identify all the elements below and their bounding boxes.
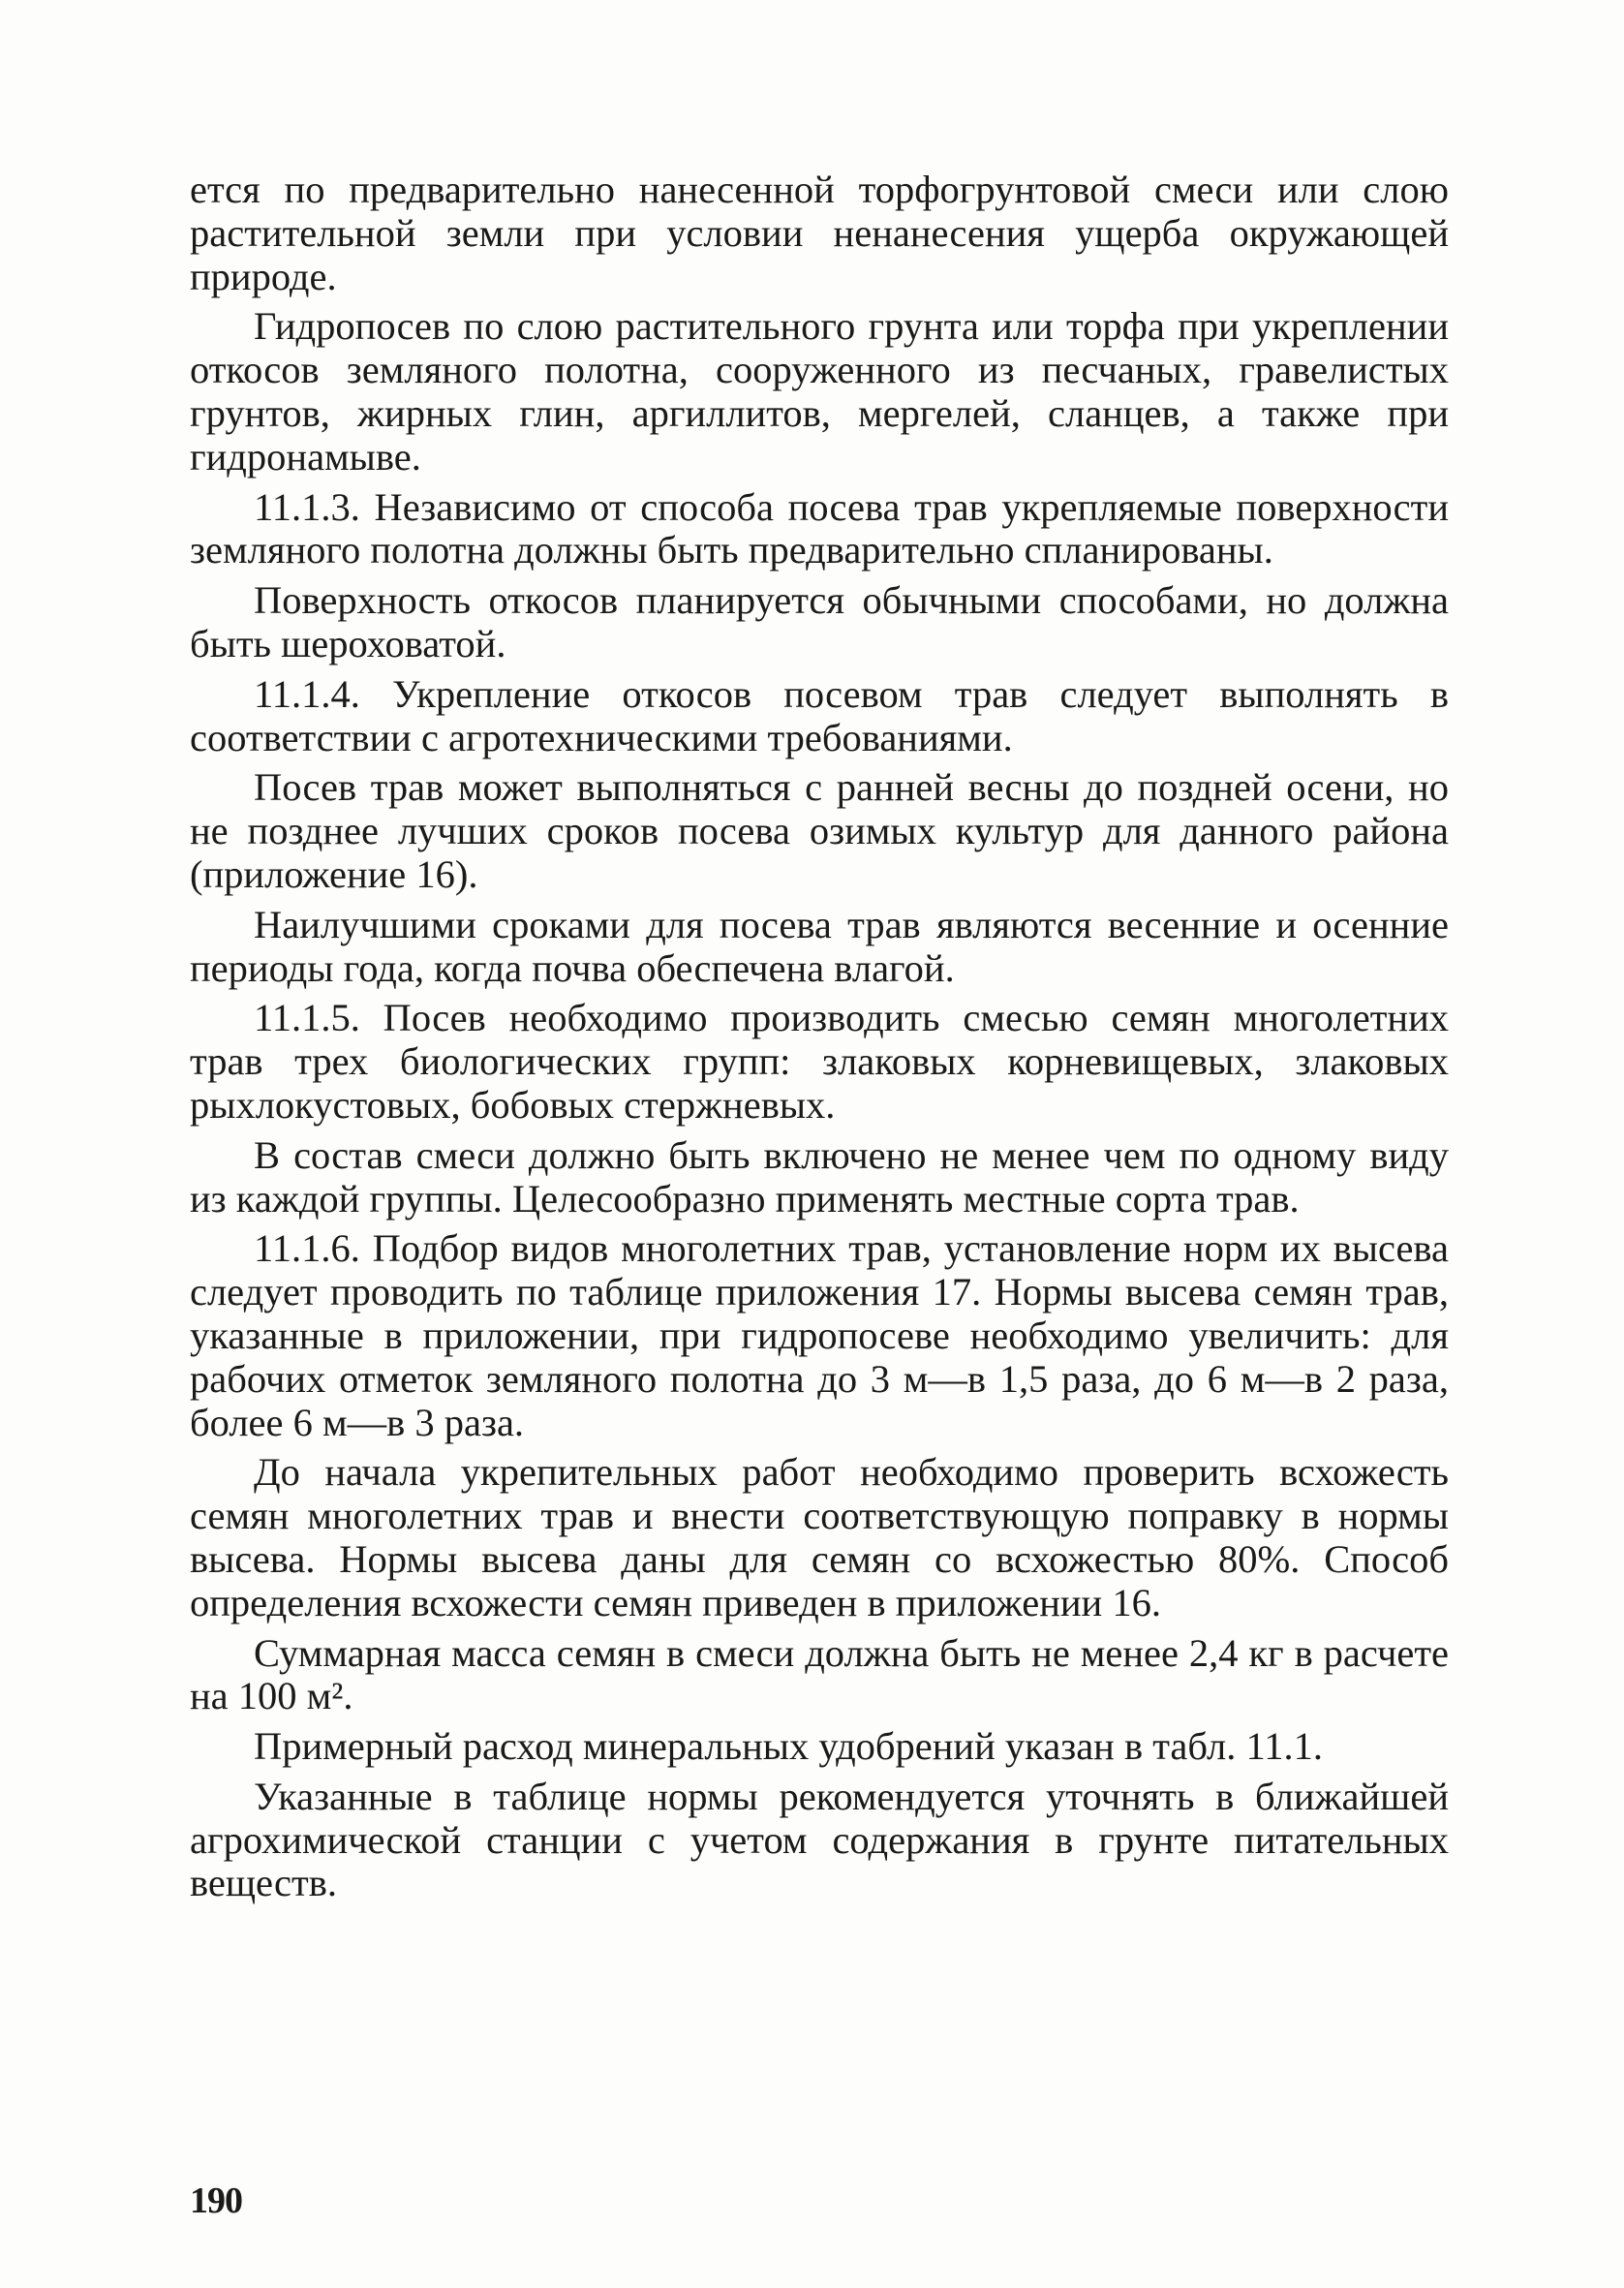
body-text — [190, 169, 1449, 1905]
paragraph-best-periods: Наилучшими сроками для посева трав являются весенние и осенние периоды года, когда почва обеспечена влагой. — [190, 902, 1449, 990]
paragraph-11-1-3: 11.1.3. Независимо от способа посева трав укрепляемые поверхности земляного полотна должны быть предварительно спланированы. — [190, 484, 1449, 572]
paragraph-norms-check: Указанные в таблице нормы рекомендуется уточнять в ближайшей агрохимической станции с учетом содержания в грунте питательных веществ. — [190, 1774, 1449, 1905]
paragraph-seed-mass: Суммарная масса семян в смеси должна быть не менее 2,4 кг в расчете на 100 м². — [190, 1630, 1449, 1718]
paragraph-fertilizer: Примерный расход минеральных удобрений указан в табл. 11.1. — [254, 1724, 1323, 1769]
paragraph-11-1-4: 11.1.4. Укрепление откосов посевом трав следует выполнять в соответствии с агротехническими требованиями. — [190, 671, 1449, 759]
paragraph-sowing-season: Посев трав может выполняться с ранней весны до поздней осени, но не позднее лучших сроков посева озимых культур для данного района (приложение 16). — [190, 765, 1449, 896]
paragraph-germination: До начала укрепительных работ необходимо проверить всхожесть семян многолетних трав и внести соответствующую поправку в нормы высева. Нормы высева даны для семян со всхожестью 80%. Способ определения всхожести семян приведен в приложении 16. — [190, 1450, 1449, 1624]
paragraph-continuation: ется по предварительно нанесенной торфогрунтовой смеси или слою растительной земли при условии ненанесения ущерба окружающей природе. — [190, 168, 1449, 298]
paragraph-11-1-6: 11.1.6. Подбор видов многолетних трав, установление норм их высева следует проводить по таблице приложения 17. Нормы высева семян трав, указанные в приложении, при гидропосеве необходимо увеличить: для рабочих отметок земляного полотна до 3 м—в 1,5 раза, до 6 м—в 2 раза, более 6 м—в 3 раза. — [190, 1226, 1449, 1444]
paragraph-hydroseeding: Гидропосев по слою растительного грунта или торфа при укреплении откосов земляного полотна, сооруженного из песчаных, гравелистых грунтов, жирных глин, аргиллитов, мергелей, сланцев, а также при гидронамыве. — [190, 304, 1449, 479]
paragraph-slope-surface: Поверхность откосов планируется обычными способами, но должна быть шероховатой. — [190, 578, 1449, 665]
paragraph-11-1-5: 11.1.5. Посев необходимо производить смесью семян многолетних трав трех биологических групп: злаковых корневищевых, злаковых рыхлокустовых, бобовых стержневых. — [190, 996, 1449, 1127]
paragraph-mixture-composition: В состав смеси должно быть включено не менее чем по одному виду из каждой группы. Целесообразно применять местные сорта трав. — [190, 1132, 1449, 1221]
page-number: 190 — [190, 2180, 242, 2221]
